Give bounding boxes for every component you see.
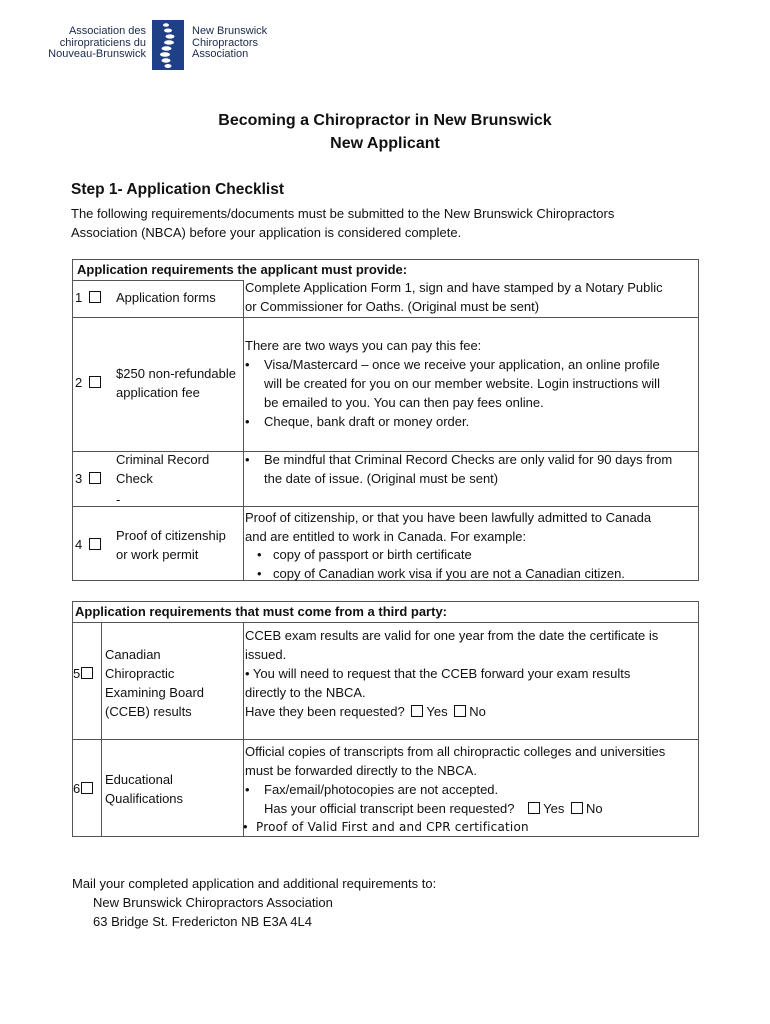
logo-en-line-3: Association: [192, 48, 249, 60]
logo-french-text: [30, 26, 146, 61]
spine-logo-icon: [152, 20, 184, 70]
table-row: [75, 373, 104, 392]
row5-detail-line-2: issued.: [245, 647, 287, 662]
table2-header: Application requirements that must come from a third party:: [75, 604, 447, 619]
row5-label-line-1: Canadian: [105, 647, 161, 662]
row5-number: 5: [73, 666, 81, 681]
row6-question: Has your official transcript been requested?: [264, 801, 515, 816]
row6-detail-line-2: must be forwarded directly to the NBCA.: [245, 763, 477, 778]
row3-bullet-line-1: Be mindful that Criminal Record Checks are only valid for 90 days from: [264, 452, 673, 467]
bullet-icon: •: [257, 566, 262, 581]
mail-line-2: New Brunswick Chiropractors Association: [93, 895, 333, 910]
row6-question-line: [264, 799, 603, 818]
row3-label-line-1: Criminal Record: [116, 452, 210, 467]
row4-bullet-2: copy of Canadian work visa if you are not a Canadian citizen.: [273, 566, 625, 581]
row6-yes-label: Yes: [543, 801, 565, 816]
intro-line-1: The following requirements/documents must be submitted to the New Brunswick Chiropractors: [71, 206, 615, 221]
row3-checkbox[interactable]: [89, 472, 101, 484]
bullet-icon: •: [245, 357, 250, 372]
row2-bullet2: Cheque, bank draft or money order.: [264, 414, 470, 429]
logo-fr-line-2: chiropraticiens du: [59, 36, 146, 49]
row5-detail-line-4: directly to the NBCA.: [245, 685, 366, 700]
row6-no-label: No: [585, 801, 603, 816]
row4-label-line-1: Proof of citizenship: [116, 528, 226, 543]
logo-fr-line-3: Nouveau-Brunswick: [48, 48, 146, 60]
row5-question-line: [245, 702, 486, 721]
row5-yes-label: Yes: [426, 704, 448, 719]
row5-label-line-4: (CCEB) results: [105, 704, 192, 719]
row5-checkbox[interactable]: [81, 667, 93, 679]
row1-detail-line-2: or Commissioner for Oaths. (Original must be sent): [245, 299, 540, 314]
bullet-icon: •: [245, 782, 250, 797]
row6-detail-line-1: Official copies of transcripts from all chiropractic colleges and universities: [245, 744, 666, 759]
applicant-requirements-table: [72, 259, 699, 581]
row3-number: 3: [75, 471, 83, 486]
table1-header: Application requirements the applicant must provide:: [77, 262, 408, 277]
row6-yes-checkbox[interactable]: [528, 802, 540, 814]
row3-label-line-2: Check: [116, 471, 153, 486]
row4-detail-line-2: and are entitled to work in Canada. For example:: [245, 529, 527, 544]
row1-number: 1: [75, 290, 83, 305]
row5-label-line-2: Chiropractic: [105, 666, 175, 681]
row5-detail-line-3: • You will need to request that the CCEB forward your exam results: [245, 666, 631, 681]
row2-checkbox[interactable]: [89, 376, 101, 388]
intro-paragraph: [71, 204, 711, 242]
row3-bullet-line-2: the date of issue. (Original must be sent): [264, 471, 499, 486]
row2-bullet1-line-2: will be created for you on our member website. Login instructions will: [264, 376, 660, 391]
row1-checkbox[interactable]: [89, 291, 101, 303]
logo-english-text: [192, 26, 267, 61]
logo-fr-line-1: Association des: [68, 25, 146, 37]
row5-question: Have they been requested?: [245, 704, 405, 719]
row5-no-label: No: [469, 704, 486, 719]
row6-label-line-1: Educational: [105, 772, 173, 787]
row6-no-checkbox[interactable]: [571, 802, 583, 814]
row6-label-line-2: Qualifications: [105, 791, 184, 806]
table-row: [73, 779, 96, 798]
row1-label: Application forms: [116, 290, 216, 305]
table-row: [75, 288, 104, 307]
page-subtitle: New Applicant: [330, 135, 440, 152]
row4-checkbox[interactable]: [89, 538, 101, 550]
row2-label-line-1: $250 non-refundable: [116, 366, 236, 381]
row6-bullet-2: Proof of Valid First and and CPR certification: [256, 820, 529, 834]
page-title: Becoming a Chiropractor in New Brunswick: [218, 112, 552, 129]
table-row: [73, 664, 96, 683]
row5-detail-line-1: CCEB exam results are valid for one year from the date the certificate is: [245, 628, 659, 643]
row6-number: 6: [73, 781, 81, 796]
row2-label-line-2: application fee: [116, 385, 200, 400]
bullet-icon: •: [245, 452, 250, 467]
row5-label-line-3: Examining Board: [105, 685, 204, 700]
row6-bullet-1: Fax/email/photocopies are not accepted.: [264, 782, 499, 797]
mailing-instructions: [72, 874, 436, 931]
mail-line-1: Mail your completed application and additional requirements to:: [72, 876, 437, 891]
row2-detail-intro: There are two ways you can pay this fee:: [245, 338, 482, 353]
row5-yes-checkbox[interactable]: [411, 705, 423, 717]
row2-number: 2: [75, 375, 83, 390]
third-party-requirements-table: [72, 601, 699, 837]
step-heading: Step 1- Application Checklist: [71, 181, 285, 198]
row3-stray-mark: -: [116, 492, 121, 507]
table-row: [75, 535, 104, 554]
row2-bullet1-line-3: be emailed to you. You can then pay fees online.: [264, 395, 544, 410]
intro-line-2: Association (NBCA) before your application is considered complete.: [71, 225, 462, 240]
row1-detail-line-1: Complete Application Form 1, sign and have stamped by a Notary Public: [245, 280, 663, 295]
row5-no-checkbox[interactable]: [454, 705, 466, 717]
row4-label-line-2: or work permit: [116, 547, 199, 562]
row4-detail-line-1: Proof of citizenship, or that you have been lawfully admitted to Canada: [245, 510, 652, 525]
mail-line-3: 63 Bridge St. Fredericton NB E3A 4L4: [93, 914, 312, 929]
row4-number: 4: [75, 537, 83, 552]
row2-bullet1-line-1: Visa/Mastercard – once we receive your application, an online profile: [264, 357, 660, 372]
row4-bullet-1: copy of passport or birth certificate: [273, 547, 472, 562]
row6-checkbox[interactable]: [81, 782, 93, 794]
logo-en-line-1: New Brunswick: [192, 25, 268, 37]
table-row: [75, 469, 104, 488]
bullet-icon: •: [243, 819, 248, 834]
bullet-icon: •: [245, 414, 250, 429]
logo-en-line-2: Chiropractors: [192, 36, 259, 49]
bullet-icon: •: [257, 547, 262, 562]
